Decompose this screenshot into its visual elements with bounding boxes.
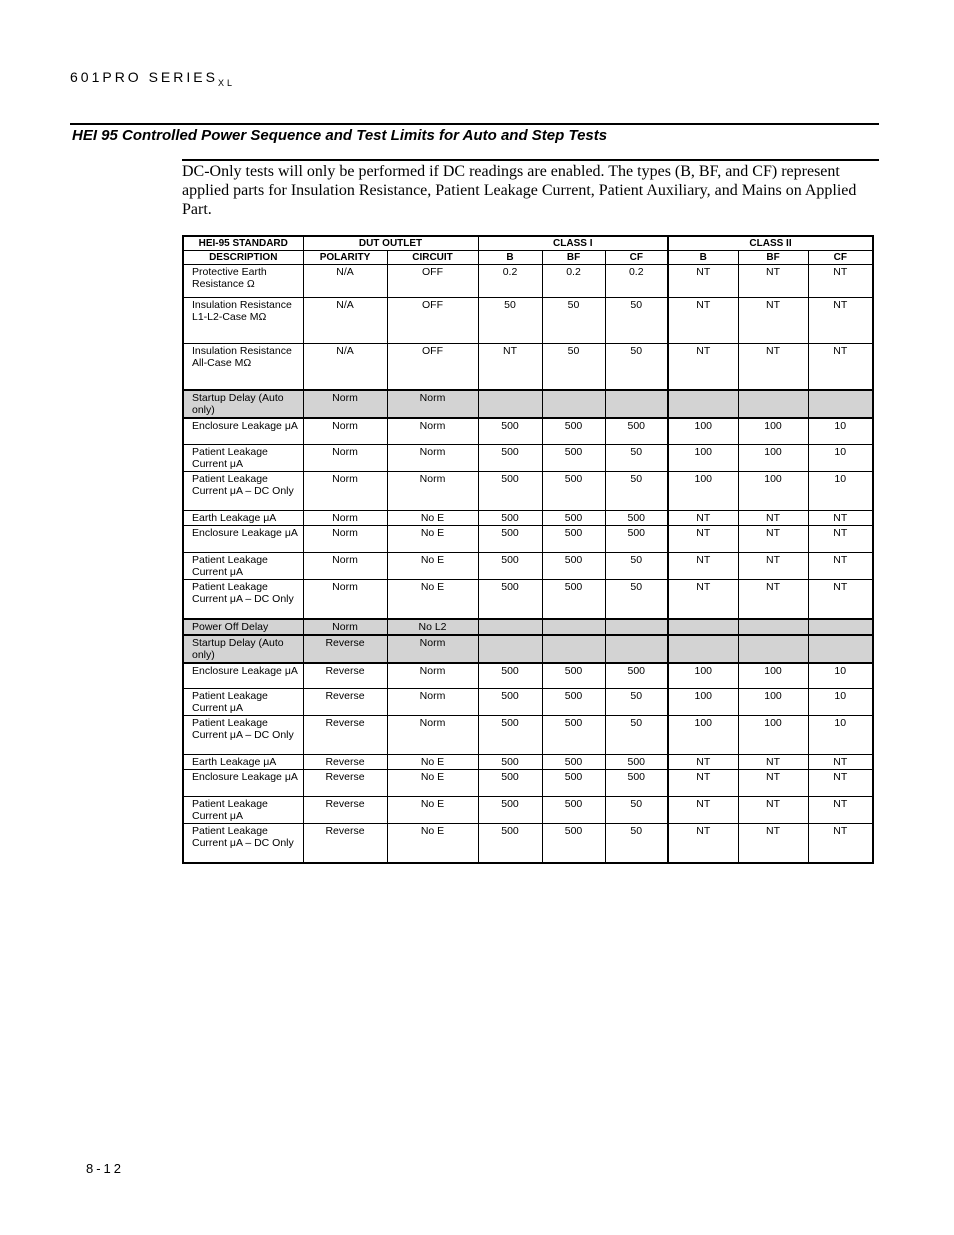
limit-cell: 500 — [478, 663, 542, 689]
description-cell: Patient Leakage Current μA – DC Only — [183, 824, 303, 863]
polarity-cell: Reverse — [303, 663, 387, 689]
limit-cell: NT — [668, 755, 738, 770]
limit-cell: 500 — [542, 689, 605, 716]
limit-cell: 50 — [605, 797, 668, 824]
description-cell: Enclosure Leakage μA — [183, 770, 303, 797]
limit-cell — [808, 619, 873, 635]
limit-cell: 50 — [605, 298, 668, 344]
limit-cell: 500 — [542, 755, 605, 770]
limit-cell: 10 — [808, 716, 873, 755]
limit-cell: NT — [738, 580, 808, 619]
circuit-cell: No E — [387, 511, 478, 526]
limit-cell: 50 — [605, 580, 668, 619]
table-row — [183, 663, 873, 689]
table-row — [183, 265, 873, 298]
limit-cell — [668, 619, 738, 635]
table-row — [183, 755, 873, 770]
polarity-cell: Reverse — [303, 689, 387, 716]
column-header: POLARITY — [303, 251, 387, 265]
limit-cell: 500 — [542, 824, 605, 863]
circuit-cell: No E — [387, 770, 478, 797]
polarity-cell: N/A — [303, 298, 387, 344]
limit-cell: 500 — [542, 580, 605, 619]
limit-cell: NT — [808, 265, 873, 298]
limit-cell: NT — [808, 797, 873, 824]
limit-cell: NT — [738, 755, 808, 770]
limit-cell: NT — [808, 580, 873, 619]
limit-cell — [738, 635, 808, 663]
circuit-cell: No L2 — [387, 619, 478, 635]
limit-cell: 50 — [605, 445, 668, 472]
table-row — [183, 553, 873, 580]
column-header: B — [668, 251, 738, 265]
limit-cell: 500 — [542, 716, 605, 755]
limit-cell — [605, 619, 668, 635]
circuit-cell: Norm — [387, 663, 478, 689]
limit-cell: NT — [808, 824, 873, 863]
limit-cell: NT — [738, 824, 808, 863]
polarity-cell: Norm — [303, 418, 387, 445]
description-cell: Protective Earth Resistance Ω — [183, 265, 303, 298]
limit-cell: 500 — [478, 716, 542, 755]
limit-cell: NT — [738, 770, 808, 797]
limit-cell: 500 — [478, 689, 542, 716]
limit-cell: 100 — [668, 445, 738, 472]
limit-cell — [738, 619, 808, 635]
polarity-cell: Reverse — [303, 797, 387, 824]
table-body — [183, 265, 873, 863]
limit-cell: 100 — [738, 418, 808, 445]
description-cell: Patient Leakage Current μA — [183, 797, 303, 824]
limit-cell: 500 — [478, 797, 542, 824]
limit-cell: NT — [668, 797, 738, 824]
limit-cell: 10 — [808, 663, 873, 689]
table-row — [183, 635, 873, 663]
column-header: CIRCUIT — [387, 251, 478, 265]
header-dut-outlet: DUT OUTLET — [303, 236, 478, 251]
limit-cell: 500 — [478, 526, 542, 553]
limit-cell: 100 — [738, 472, 808, 511]
limit-cell: NT — [808, 755, 873, 770]
polarity-cell: Norm — [303, 619, 387, 635]
limit-cell: NT — [668, 344, 738, 390]
limit-cell: 500 — [478, 472, 542, 511]
table-row — [183, 716, 873, 755]
limit-cell: NT — [668, 580, 738, 619]
circuit-cell: Norm — [387, 390, 478, 418]
limit-cell — [478, 619, 542, 635]
description-cell: Enclosure Leakage μA — [183, 663, 303, 689]
limit-cell: 100 — [738, 716, 808, 755]
limit-cell: NT — [668, 824, 738, 863]
header-row-2 — [183, 251, 873, 265]
limit-cell: 500 — [478, 580, 542, 619]
limit-cell: NT — [808, 553, 873, 580]
description-cell: Patient Leakage Current μA — [183, 445, 303, 472]
description-cell: Insulation Resistance All-Case MΩ — [183, 344, 303, 390]
table-row — [183, 511, 873, 526]
description-cell: Earth Leakage μA — [183, 755, 303, 770]
description-cell: Patient Leakage Current μA – DC Only — [183, 580, 303, 619]
series-name: 601PRO SERIES — [70, 69, 218, 85]
limit-cell: 50 — [542, 298, 605, 344]
limit-cell: NT — [668, 553, 738, 580]
limit-cell: 100 — [738, 689, 808, 716]
description-cell: Patient Leakage Current μA – DC Only — [183, 716, 303, 755]
limit-cell: 500 — [542, 418, 605, 445]
limit-cell: 500 — [478, 553, 542, 580]
limit-cell: 0.2 — [478, 265, 542, 298]
table-row — [183, 344, 873, 390]
limit-cell — [478, 635, 542, 663]
table-row — [183, 418, 873, 445]
column-header: DESCRIPTION — [183, 251, 303, 265]
table-row — [183, 298, 873, 344]
limit-cell: 500 — [478, 511, 542, 526]
limit-cell: 500 — [542, 445, 605, 472]
table-row — [183, 580, 873, 619]
polarity-cell: Reverse — [303, 755, 387, 770]
circuit-cell: OFF — [387, 265, 478, 298]
polarity-cell: Norm — [303, 445, 387, 472]
circuit-cell: No E — [387, 526, 478, 553]
limit-cell: 50 — [605, 553, 668, 580]
circuit-cell: No E — [387, 755, 478, 770]
polarity-cell: Norm — [303, 390, 387, 418]
limit-cell: NT — [808, 511, 873, 526]
circuit-cell: Norm — [387, 472, 478, 511]
limit-cell: 50 — [605, 716, 668, 755]
limit-cell: 500 — [478, 770, 542, 797]
circuit-cell: No E — [387, 553, 478, 580]
table-row — [183, 526, 873, 553]
description-cell: Earth Leakage μA — [183, 511, 303, 526]
table-row — [183, 619, 873, 635]
limit-cell: 100 — [668, 663, 738, 689]
limit-cell — [605, 635, 668, 663]
table-row — [183, 689, 873, 716]
limit-cell: 500 — [542, 526, 605, 553]
limit-cell: 100 — [738, 663, 808, 689]
limit-cell: 500 — [542, 797, 605, 824]
polarity-cell: Reverse — [303, 716, 387, 755]
limit-cell: 50 — [478, 298, 542, 344]
header-row-1 — [183, 236, 873, 251]
limit-cell: NT — [668, 526, 738, 553]
series-suffix: XL — [217, 77, 235, 88]
limit-cell: NT — [808, 298, 873, 344]
limit-cell: 0.2 — [542, 265, 605, 298]
polarity-cell: Reverse — [303, 635, 387, 663]
circuit-cell: Norm — [387, 689, 478, 716]
limit-cell: 500 — [542, 553, 605, 580]
running-header — [70, 69, 235, 88]
polarity-cell: Norm — [303, 472, 387, 511]
circuit-cell: OFF — [387, 298, 478, 344]
limit-cell: 50 — [605, 824, 668, 863]
limit-cell — [542, 619, 605, 635]
description-cell: Power Off Delay — [183, 619, 303, 635]
table-row — [183, 472, 873, 511]
limit-cell: NT — [808, 344, 873, 390]
column-header: CF — [808, 251, 873, 265]
limit-cell: NT — [478, 344, 542, 390]
limit-cell: NT — [808, 770, 873, 797]
description-cell: Patient Leakage Current μA – DC Only — [183, 472, 303, 511]
limit-cell: 50 — [542, 344, 605, 390]
limit-cell: 500 — [605, 663, 668, 689]
polarity-cell: N/A — [303, 344, 387, 390]
limit-cell: 10 — [808, 472, 873, 511]
column-header: BF — [738, 251, 808, 265]
page-number: 8-12 — [86, 1161, 125, 1176]
description-cell: Startup Delay (Auto only) — [183, 390, 303, 418]
limit-cell: 500 — [478, 445, 542, 472]
limit-cell: NT — [738, 298, 808, 344]
polarity-cell: Norm — [303, 526, 387, 553]
circuit-cell: Norm — [387, 445, 478, 472]
limit-cell: NT — [738, 526, 808, 553]
limit-cell: NT — [738, 265, 808, 298]
polarity-cell: Norm — [303, 580, 387, 619]
polarity-cell: Reverse — [303, 824, 387, 863]
polarity-cell: Reverse — [303, 770, 387, 797]
description-cell: Startup Delay (Auto only) — [183, 635, 303, 663]
column-header: BF — [542, 251, 605, 265]
intro-paragraph: DC-Only tests will only be performed if DC readings are enabled. The types (B, BF, and CF) represent applied parts for Insulation Resistance, Patient Leakage Current, Patient Auxiliary, and Mains on Applied Part. — [182, 163, 857, 218]
limit-cell — [478, 390, 542, 418]
limit-cell: 50 — [605, 344, 668, 390]
polarity-cell: Norm — [303, 511, 387, 526]
table-row — [183, 445, 873, 472]
limit-cell: 500 — [605, 770, 668, 797]
circuit-cell: Norm — [387, 418, 478, 445]
limit-cell: NT — [668, 298, 738, 344]
limit-cell: 500 — [605, 755, 668, 770]
description-cell: Enclosure Leakage μA — [183, 418, 303, 445]
table-row — [183, 824, 873, 863]
limit-cell — [542, 635, 605, 663]
limit-cell: NT — [738, 553, 808, 580]
description-cell: Patient Leakage Current μA — [183, 553, 303, 580]
title-rule — [182, 159, 879, 161]
table-row — [183, 797, 873, 824]
limit-cell: 500 — [605, 511, 668, 526]
circuit-cell: Norm — [387, 716, 478, 755]
limit-cell — [542, 390, 605, 418]
limit-cell: NT — [668, 511, 738, 526]
limit-cell — [605, 390, 668, 418]
limit-cell: NT — [668, 770, 738, 797]
header-class-i: CLASS I — [478, 236, 668, 251]
limit-cell: 500 — [542, 472, 605, 511]
limit-cell — [808, 635, 873, 663]
limit-cell: 50 — [605, 472, 668, 511]
limit-cell: 10 — [808, 418, 873, 445]
table-row — [183, 390, 873, 418]
test-limits-table — [182, 235, 874, 864]
limit-cell: 100 — [668, 689, 738, 716]
circuit-cell: Norm — [387, 635, 478, 663]
limit-cell: 500 — [605, 418, 668, 445]
limit-cell: NT — [738, 797, 808, 824]
limit-cell: 50 — [605, 689, 668, 716]
header-standard: HEI-95 STANDARD — [183, 236, 303, 251]
limit-cell — [668, 390, 738, 418]
column-header: B — [478, 251, 542, 265]
header-class-ii: CLASS II — [668, 236, 873, 251]
circuit-cell: No E — [387, 824, 478, 863]
limit-cell — [738, 390, 808, 418]
polarity-cell: N/A — [303, 265, 387, 298]
description-cell: Patient Leakage Current μA — [183, 689, 303, 716]
limit-cell: 500 — [478, 418, 542, 445]
limit-cell: 100 — [738, 445, 808, 472]
limit-cell: 500 — [605, 526, 668, 553]
limit-cell: 100 — [668, 716, 738, 755]
table-row — [183, 770, 873, 797]
limit-cell — [668, 635, 738, 663]
limit-cell: NT — [808, 526, 873, 553]
column-header: CF — [605, 251, 668, 265]
limit-cell: 10 — [808, 445, 873, 472]
header-rule — [70, 123, 879, 125]
limit-cell: 500 — [542, 770, 605, 797]
limit-cell: 500 — [542, 511, 605, 526]
limit-cell: NT — [738, 344, 808, 390]
circuit-cell: OFF — [387, 344, 478, 390]
limit-cell: NT — [668, 265, 738, 298]
limit-cell: 0.2 — [605, 265, 668, 298]
limit-cell — [808, 390, 873, 418]
limit-cell: 500 — [478, 755, 542, 770]
description-cell: Insulation Resistance L1-L2-Case MΩ — [183, 298, 303, 344]
section-title: HEI 95 Controlled Power Sequence and Test Limits for Auto and Step Tests — [72, 127, 608, 144]
limit-cell: 10 — [808, 689, 873, 716]
circuit-cell: No E — [387, 797, 478, 824]
description-cell: Enclosure Leakage μA — [183, 526, 303, 553]
limit-cell: 500 — [542, 663, 605, 689]
circuit-cell: No E — [387, 580, 478, 619]
limit-cell: 100 — [668, 472, 738, 511]
limit-cell: 500 — [478, 824, 542, 863]
limit-cell: 100 — [668, 418, 738, 445]
limit-cell: NT — [738, 511, 808, 526]
polarity-cell: Norm — [303, 553, 387, 580]
